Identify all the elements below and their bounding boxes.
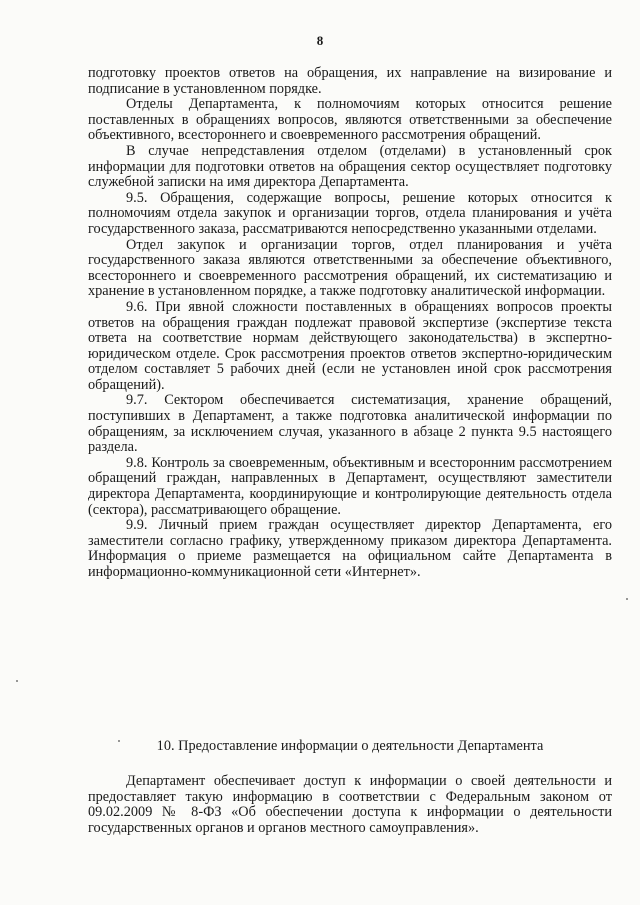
section-body [88,774,612,836]
paragraph: В случае непредставления отделом (отделами) в установленный срок информации для подготовки ответов на обращения сектор осуществляет подготовку служебной записки на имя директора Департамента. [88,142,612,191]
scan-speck [16,680,18,682]
paragraph: 9.8. Контроль за своевременным, объективным и всесторонним рассмотрением обращений граждан, направленных в Департамент, осуществляют заместители директора Департамента, координирующие и контролирующие деятельность отдела (сектора), рассматривающего обращение. [88,454,612,518]
section-heading: 10. Предоставление информации о деятельности Департамента [156,738,544,754]
paragraph: 9.7. Сектором обеспечивается систематизация, хранение обращений, поступивших в Департамент, а также подготовка аналитической информации по обращениям, за исключением случая, указанного в абзаце 2 пункта 9.5 настоящего раздела. [88,392,612,456]
paragraph: 9.6. При явной сложности поставленных в обращениях вопросов проекты ответов на обращения граждан подлежат правовой экспертизе (экспертизе текста ответа на соответствие нормам действующего законодательства) в экспертно-юридическом отделе. Срок рассмотрения проектов ответов экспертно-юридическим отделом составляет 5 рабочих дней (если не установлен иной срок рассмотрения обращений). [88,298,612,393]
scan-speck [626,598,628,600]
paragraph: Департамент обеспечивает доступ к информации о своей деятельности и предоставляет такую информацию в соответствии с Федеральным законом от 09.02.2009 № 8-ФЗ «Об обеспечении доступа к информации о деятельности государственных органов и органов местного самоуправления». [88,773,612,836]
paragraph: 9.5. Обращения, содержащие вопросы, решение которых относится к полномочиям отдела закупок и организации торгов, отдела планирования и учёта государственного заказа, рассматриваются непосредственно указанными отделами. [88,189,612,237]
paragraph: 9.9. Личный прием граждан осуществляет директор Департамента, его заместители согласно графику, утвержденному приказом директора Департамента. Информация о приеме размещается на официальном сайте Департамента в информационно-коммуникационной сети «Интернет». [88,517,612,580]
document-body [88,66,612,581]
paragraph: Отдел закупок и организации торгов, отдел планирования и учёта государственного заказа являются ответственными за обеспечение объективного, всестороннего и своевременного рассмотрения обращений, их систематизацию и хранение в установленном порядке, а также подготовку аналитической информации. [88,236,612,300]
page-number: 8 [316,33,324,48]
scan-speck [118,740,120,742]
paragraph: Отделы Департамента, к полномочиям которых относится решение поставленных в обращениях вопросов, являются ответственными за обеспечение объективного, всестороннего и своевременного рассмотрения обращений. [88,96,612,144]
paragraph: подготовку проектов ответов на обращения, их направление на визирование и подписание в установленном порядке. [88,65,612,97]
